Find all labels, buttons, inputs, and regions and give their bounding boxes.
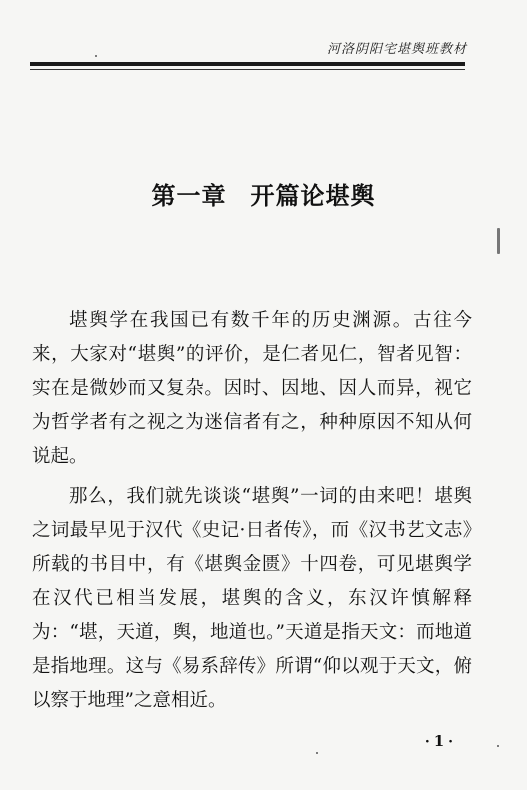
paragraph-1: 堪舆学在我国已有数千年的历史渊源。古往今来，大家对“堪舆”的评价，是仁者见仁，智者见智：实在是微妙而又复杂。因时、因地、因人而异，视它为哲学者有之视之为迷信者有之，种种原因不知从何说起。 (32, 310, 472, 467)
chapter-number: 第一章 (151, 182, 227, 210)
header-rule-thin (30, 69, 465, 70)
running-header: 河洛阴阳宅堪舆班教材 (326, 42, 467, 57)
scan-speck (95, 55, 97, 57)
scan-speck (497, 745, 499, 747)
page-number-value: 1 (433, 732, 445, 750)
scan-speck (316, 752, 318, 754)
body-text (32, 304, 472, 718)
chapter-title (0, 176, 527, 211)
page-number: · 1 · (424, 732, 453, 750)
header-rule-thick (30, 62, 465, 66)
paragraph-2: 那么，我们就先谈谈“堪舆”一词的由来吧！堪舆之词最早见于汉代《史记·日者传》，而《汉书艺文志》所载的书目中，有《堪舆金匮》十四卷，可见堪舆学在汉代已相当发展，堪舆的含义，东汉许慎解释为：“堪，天道，舆，地道也。”天道是指天文：而地道是指地理。这与《易系辞传》所谓“仰以观于天文，俯以察于地理”之意相近。 (32, 486, 472, 711)
chapter-name: 开篇论堪舆 (250, 182, 376, 210)
scan-speck (497, 228, 500, 254)
